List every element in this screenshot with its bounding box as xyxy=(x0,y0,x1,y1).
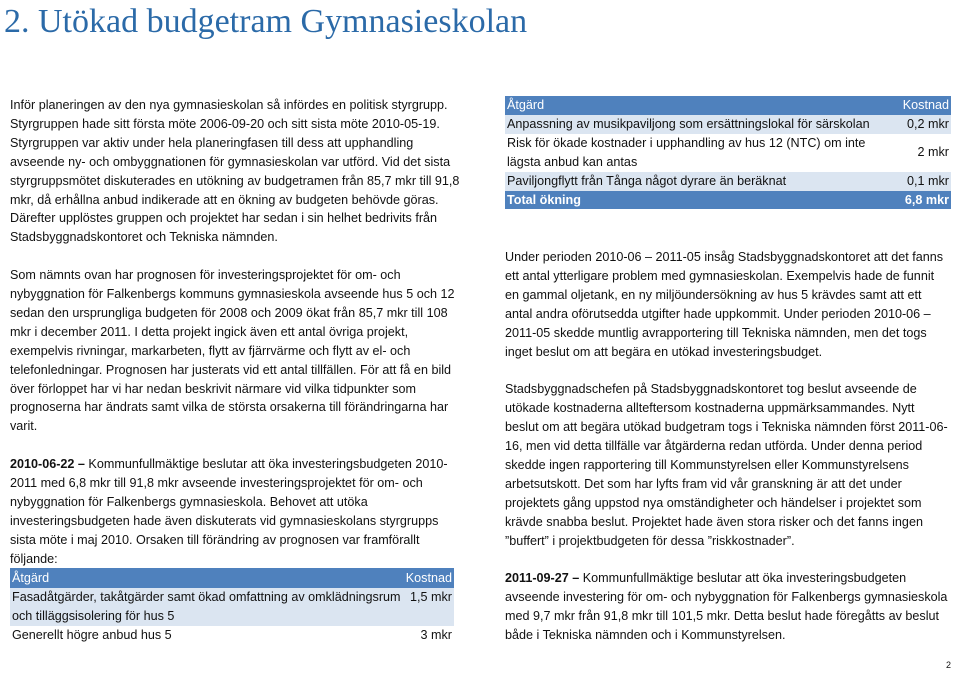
paragraph-decision-2010 xyxy=(10,455,462,568)
table-row xyxy=(505,115,951,134)
paragraph-period: Under perioden 2010-06 – 2011-05 insåg Stadsbyggnadskontoret att det fanns ett antal ytterligare problem med gymnasieskolan. Exempelvis hade de funnit en gammal oljetank, en ny miljöundersökning av hus 5 krävdes samt att ett antal andra oförutsedda utgifter hade uppkommit. Under perioden 2010-06 – 2011-05 skedde muntlig avrapportering till Tekniska nämnden, men det togs inget beslut om att begära en utökad investeringsbudget. xyxy=(505,250,944,359)
row-action: Fasadåtgärder, takåtgärder samt ökad omfattning av omklädningsrum och tilläggsisolering för hus 5 xyxy=(10,588,404,626)
row-cost: 3 mkr xyxy=(404,626,454,645)
table-header-row xyxy=(505,96,951,115)
decision-text-2011: Kommunfullmäktige beslutar att öka investeringsbudgeten avseende investering för om- och nybyggnation för Falkenbergs gymnasieskola med 9,7 mkr från 91,8 mkr till 101,5 mkr. Detta beslut hade föregåtts av beslut både i Tekniska nämnden och i Kommunstyrelsen. xyxy=(505,571,948,643)
left-column xyxy=(10,96,462,588)
cost-table-2010 xyxy=(10,568,454,645)
row-action: Generellt högre anbud hus 5 xyxy=(10,626,404,645)
decision-text-2010: Kommunfullmäktige beslutar att öka investeringsbudgeten 2010-2011 med 6,8 mkr till 91,8 mkr avseende investeringsprojektet för om- och nybyggnation för Falkenbergs gymnasieskola. Behovet att utöka investeringsbudgeten hade även diskuterats vid gymnasieskolans styrgrupps sista möte i maj 2010. Orsaken till förändring av prognosen var framförallt följande: xyxy=(10,457,448,566)
paragraph-decision-2011 xyxy=(505,569,951,645)
row-action: Paviljongflytt från Tånga något dyrare än beräknat xyxy=(505,172,901,191)
table-row xyxy=(10,626,454,645)
row-action: Risk för ökade kostnader i upphandling av hus 12 (NTC) om inte lägsta anbud kan antas xyxy=(507,135,866,169)
page-number: 2 xyxy=(945,660,951,670)
table-total-row xyxy=(505,191,951,210)
table-row xyxy=(10,588,454,626)
row-cost: 0,1 mkr xyxy=(901,172,951,191)
row-action: Anpassning av musikpaviljong som ersättningslokal för särskolan xyxy=(505,115,901,134)
table-row xyxy=(505,134,951,172)
paragraph-styrgrupp: Inför planeringen av den nya gymnasieskolan så infördes en politisk styrgrupp. Styrgruppen hade sitt första möte 2006-09-20 och sitt sista möte 2010-05-19. Styrgruppen var aktiv under hela planeringfasen till dess att upphandling avseende ny- och ombyggnationen för gymnasieskolan var utförd. Vid det sista styrgruppsmötet diskuterades en utökning av budgetramen från 85,7 mkr till 91,8 mkr, då erhållna anbud indikerade att en ökning av budgeten behövde göras. Därefter upplöstes gruppen och projektet har sedan i sin helhet bedrivits från Stadsbyggnadskontoret och Tekniska nämnden. xyxy=(10,98,460,245)
header-action: Åtgärd xyxy=(505,96,901,115)
page-title: 2. Utökad budgetram Gymnasieskolan xyxy=(4,3,528,40)
paragraph-stadsbyggnadschef: Stadsbyggnadschefen på Stadsbyggnadskontoret tog beslut avseende de utökade kostnaderna allteftersom kostnaderna uppmärksammandes. Nytt beslut om att begära utökad budgetram togs i Tekniska nämnden först 2011-06-16, men vid detta tillfälle var åtgärderna redan utförda. Under denna period skedde ingen rapportering till Kommunstyrelsen eller Kommunstyrelsens arbetsutskott. Det som har lyfts fram vid vår granskning är att det under projektets gång uppstod nya omständigheter och händelser i projektet som krävde snabba beslut. Projektet hade även stora risker och det fanns ingen ”buffert” i projektbudgeten för dessa ”riskkostnader”. xyxy=(505,382,948,548)
row-cost: 2 mkr xyxy=(917,145,949,160)
header-cost: Kostnad xyxy=(901,96,951,115)
cost-table-continued xyxy=(505,96,951,209)
table-header-row xyxy=(10,568,454,588)
paragraph-prognos: Som nämnts ovan har prognosen för investeringsprojektet för om- och nybyggnation för Falkenbergs kommuns gymnasieskola avseende hus 5 och 12 sedan den ursprungliga budgeten för 2008 och 2009 ökat från 85,7 mkr till 108 mkr i december 2011. I detta projekt ingick även ett antal övriga projekt, exempelvis rivningar, markarbeten, flytt av fjärrvärme och flytt av el- och telefonledningar. Prognosen har justerats vid ett antal tillfällen. För att få en bild över förloppet har vi har nedan beskrivit närmare vid vilka tidpunkter som prognoserna har ändrats samt vilka de största orsakerna till förändringarna har varit. xyxy=(10,268,455,434)
header-cost: Kostnad xyxy=(404,568,454,588)
decision-date-2011: 2011-09-27 – xyxy=(505,571,580,586)
row-cost: 1,5 mkr xyxy=(404,588,454,626)
decision-date-2010: 2010-06-22 – xyxy=(10,457,85,472)
total-label: Total ökning xyxy=(505,191,901,210)
table-row xyxy=(505,172,951,191)
row-cost: 0,2 mkr xyxy=(901,115,951,134)
right-column xyxy=(505,248,951,664)
header-action: Åtgärd xyxy=(10,568,404,588)
total-cost: 6,8 mkr xyxy=(901,191,951,210)
